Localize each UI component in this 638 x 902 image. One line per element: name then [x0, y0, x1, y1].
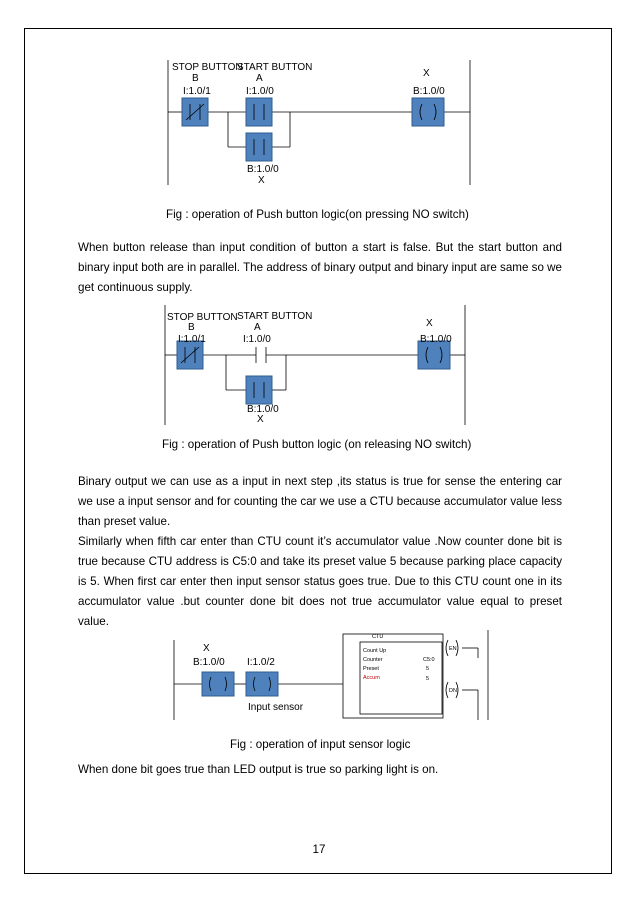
paragraph-3: Similarly when fifth car enter than CTU count it’s accumulator value .Now counter done bit is true because CTU address is C5:0 and take its preset value 5 because parking place capacity is 5. When first car enter then input sensor status goes true. Due to this CTU count one in its accumulator value .but counter done bit does not true accumulator value equal to preset value.: [78, 535, 562, 628]
start-address: I:1.0/0: [246, 86, 274, 97]
preset-value: 5: [426, 666, 430, 672]
caption-2: Fig : operation of Push button logic (on releasing NO switch): [162, 438, 472, 451]
input-sensor-contact: [246, 672, 278, 696]
stop-button-label-2: STOP BUTTON: [167, 312, 238, 323]
dn-label: DN: [449, 688, 457, 694]
ctu-block: [343, 634, 458, 718]
branch-address-2: B:1.0/0: [247, 404, 279, 415]
binary-address: B:1.0/0: [193, 657, 225, 668]
accum-label: Accum: [363, 675, 380, 681]
start-letter-2: A: [254, 322, 261, 333]
input-sensor-label: Input sensor: [248, 702, 304, 713]
output-letter: X: [423, 68, 430, 79]
start-letter: A: [256, 73, 263, 84]
count-up-label: Count Up: [363, 648, 387, 654]
paragraph-2: Binary output we can use as a input in next step ,its status is true for sense the entering car we use a input sensor and for counting the car we use a CTU because accumulator value less than preset value.: [78, 475, 562, 528]
output-address-2: B:1.0/0: [420, 334, 452, 345]
stop-address-2: I:1.0/1: [178, 334, 206, 345]
sensor-address: I:1.0/2: [247, 657, 275, 668]
caption-1: Fig : operation of Push button logic(on pressing NO switch): [166, 208, 469, 221]
stop-letter-2: B: [188, 322, 195, 333]
output-letter-2: X: [426, 318, 433, 329]
start-button-label-2: START BUTTON: [237, 311, 313, 322]
x-letter: X: [203, 643, 210, 654]
caption-3: Fig : operation of input sensor logic: [230, 738, 411, 751]
counter-value: C5:0: [423, 657, 435, 663]
start-button-label: START BUTTON: [237, 62, 313, 73]
stop-button-label: STOP BUTTON: [172, 62, 243, 73]
start-address-2: I:1.0/0: [243, 334, 271, 345]
paragraph-4: When done bit goes true than LED output is true so parking light is on.: [78, 763, 439, 776]
branch-address: B:1.0/0: [247, 164, 279, 175]
stop-letter: B: [192, 73, 199, 84]
en-label: EN: [449, 646, 457, 652]
page-number: 17: [312, 843, 326, 856]
paragraph-1: When button release than input condition of button a start is false. But the start button and binary input both are in parallel. The address of binary output and binary input are same so we get continuous supply.: [78, 241, 562, 294]
branch-letter-2: X: [257, 414, 264, 425]
counter-label: Counter: [363, 657, 383, 663]
stop-address: I:1.0/1: [183, 86, 211, 97]
ctu-title: CTU: [372, 634, 384, 640]
binary-input-contact: [202, 672, 234, 696]
branch-letter: X: [258, 175, 265, 186]
preset-label: Preset: [363, 666, 379, 672]
accum-value: 5: [426, 676, 430, 682]
output-address: B:1.0/0: [413, 86, 445, 97]
